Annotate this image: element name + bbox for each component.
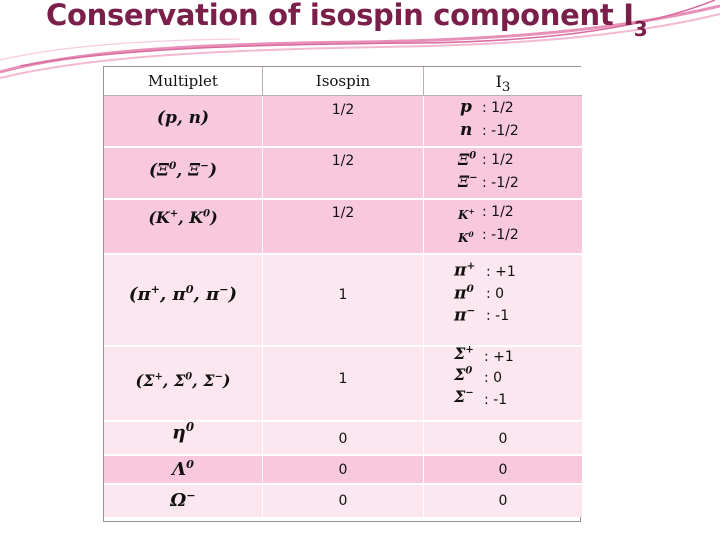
symbol-p: p (460, 97, 472, 117)
table-row-eta-multiplet (104, 422, 263, 456)
isospin-value: 1/2 (331, 153, 355, 169)
header-i3 (424, 72, 582, 95)
table-row-nucleon-multiplet (104, 96, 263, 148)
multiplet-xi: ($\Xi^0$, Ξ−) (148, 160, 218, 181)
symbol-k0: $K^0$ (458, 230, 474, 245)
multiplet-omega: Ω− (170, 489, 196, 511)
table-row-omega-i3 (424, 485, 582, 517)
i3-value: : -1/2 (482, 175, 519, 191)
symbol-xi0: $\Xi^0$ (458, 150, 477, 169)
table-row-kaon-i3 (424, 200, 582, 255)
i3-value: 0 (498, 431, 508, 447)
isospin-value: 0 (338, 462, 348, 478)
isospin-value: 1 (338, 287, 348, 303)
header-i3-letter: I (495, 72, 502, 91)
multiplet-kaon: (K+, $K^0$) (148, 208, 218, 227)
i3-value: : 1/2 (482, 152, 514, 168)
multiplet-eta: $\eta^0$ (171, 420, 194, 444)
table-row-omega-isospin (263, 485, 424, 517)
isospin-table (103, 66, 581, 522)
table-row-eta-isospin (263, 422, 424, 456)
header-multiplet: Multiplet (148, 72, 218, 90)
table-row-pion-isospin (263, 255, 424, 347)
i3-value: : 1/2 (482, 204, 514, 220)
header-i3-cell (424, 67, 582, 96)
table-row-omega-multiplet (104, 485, 263, 517)
i3-value: : -1/2 (482, 123, 519, 139)
table-row-nucleon-i3 (424, 96, 582, 148)
multiplet-lambda: $\Lambda^0$ (172, 458, 194, 480)
i3-value: : 0 (484, 370, 503, 386)
isospin-value: 1/2 (331, 102, 355, 118)
multiplet-sigma: (Σ+, $\Sigma^0$, Σ−) (135, 371, 231, 390)
table-row-xi-isospin (263, 148, 424, 200)
symbol-pi-minus: π− (454, 305, 476, 326)
multiplet-pion: (π+, $\pi^0$, π−) (128, 283, 238, 305)
slide-title-subscript: 3 (633, 16, 648, 41)
multiplet-nucleon: (p, n) (156, 108, 210, 128)
i3-value: : 1/2 (482, 100, 514, 116)
i3-value: : +1 (486, 264, 516, 280)
symbol-sigma-plus: Σ+ (454, 344, 474, 363)
slide-title-text: Conservation of isospin component I (46, 0, 634, 32)
table-row-sigma-isospin (263, 347, 424, 422)
table-row-pion-i3 (424, 255, 582, 347)
table-row-kaon-multiplet (104, 200, 263, 255)
symbol-pi0: $\pi^0$ (454, 283, 474, 304)
i3-value: : -1/2 (482, 227, 519, 243)
symbol-sigma-minus: Σ− (454, 387, 474, 406)
table-row-pion-multiplet (104, 255, 263, 347)
table-row-kaon-isospin (263, 200, 424, 255)
isospin-value: 1/2 (331, 205, 355, 221)
header-isospin-cell (263, 67, 424, 96)
symbol-pi-plus: π+ (454, 260, 476, 281)
isospin-value: 0 (338, 493, 348, 509)
i3-value: 0 (498, 493, 508, 509)
table-row-xi-i3 (424, 148, 582, 200)
table-row-sigma-i3 (424, 344, 582, 422)
isospin-value: 0 (338, 431, 348, 447)
symbol-n: n (460, 120, 473, 140)
i3-value: : 0 (486, 286, 505, 302)
table-row-lambda-i3 (424, 456, 582, 485)
header-multiplet-cell (104, 67, 263, 96)
table-row-lambda-isospin (263, 456, 424, 485)
symbol-k-plus: K+ (458, 207, 475, 222)
i3-value: : +1 (484, 349, 514, 365)
table-row-eta-i3 (424, 422, 582, 456)
table-row-sigma-multiplet (104, 347, 263, 422)
i3-value: : -1 (484, 392, 508, 408)
header-isospin: Isospin (315, 72, 371, 90)
table-row-nucleon-isospin (263, 96, 424, 148)
table-row-xi-multiplet (104, 148, 263, 200)
symbol-sigma0: $\Sigma^0$ (454, 365, 473, 384)
i3-value: 0 (498, 462, 508, 478)
symbol-xi-minus: Ξ− (458, 172, 478, 191)
i3-value: : -1 (486, 308, 510, 324)
header-i3-subscript: 3 (501, 80, 511, 96)
table-row-lambda-multiplet (104, 456, 263, 485)
isospin-value: 1 (338, 371, 348, 387)
slide-title (46, 0, 648, 41)
